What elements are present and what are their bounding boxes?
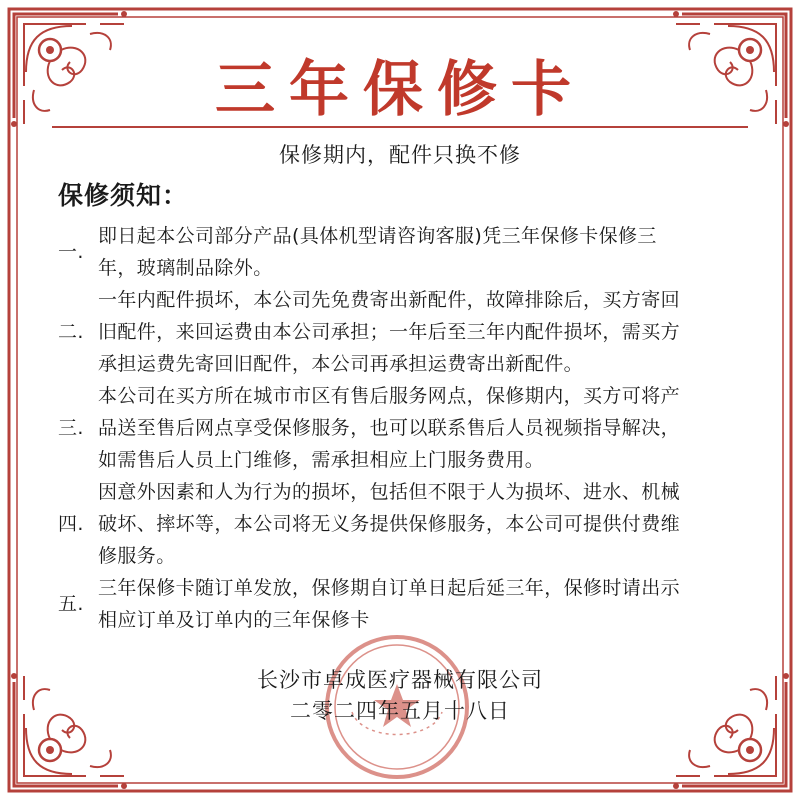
term-number: 三. [58, 417, 84, 439]
term-text: 三年保修卡随订单发放，保修期自订单日起后延三年，保修时请出示 相应订单及订单内的三年保修卡 [98, 577, 681, 631]
term-item [58, 380, 758, 476]
card-subtitle: 保修期内，配件只换不修 [279, 143, 521, 167]
term-item [58, 284, 758, 380]
term-item [58, 572, 758, 636]
card-title: 三年保修卡 [215, 55, 585, 125]
term-number: 二. [58, 321, 84, 343]
issue-date: 二零二四年五月十八日 [290, 699, 510, 723]
title-divider [52, 126, 748, 128]
terms-list [58, 220, 758, 636]
notice-heading: 保修须知： [58, 181, 189, 210]
term-number: 四. [58, 513, 84, 535]
term-number: 一. [58, 241, 84, 263]
term-text: 因意外因素和人为行为的损坏，包括但不限于人为损坏、进水、机械 破坏、摔坏等，本公司将无义务提供保修服务，本公司可提供付费维 修服务。 [98, 481, 681, 567]
term-item [58, 220, 758, 284]
term-text: 即日起本公司部分产品(具体机型请咨询客服)凭三年保修卡保修三 年，玻璃制品除外。 [98, 225, 657, 279]
company-name: 长沙市卓成医疗器械有限公司 [257, 668, 543, 692]
term-item [58, 476, 758, 572]
term-number: 五. [58, 593, 84, 615]
term-text: 一年内配件损坏，本公司先免费寄出新配件，故障排除后，买方寄回 旧配件，来回运费由本公司承担；一年后至三年内配件损坏，需买方 承担运费先寄回旧配件，本公司再承担运费寄出新配件。 [98, 289, 681, 375]
term-text: 本公司在买方所在城市市区有售后服务网点，保修期内，买方可将产 品送至售后网点享受保修服务，也可以联系售后人员视频指导解决， 如需售后人员上门维修，需承担相应上门服务费用。 [98, 385, 681, 471]
